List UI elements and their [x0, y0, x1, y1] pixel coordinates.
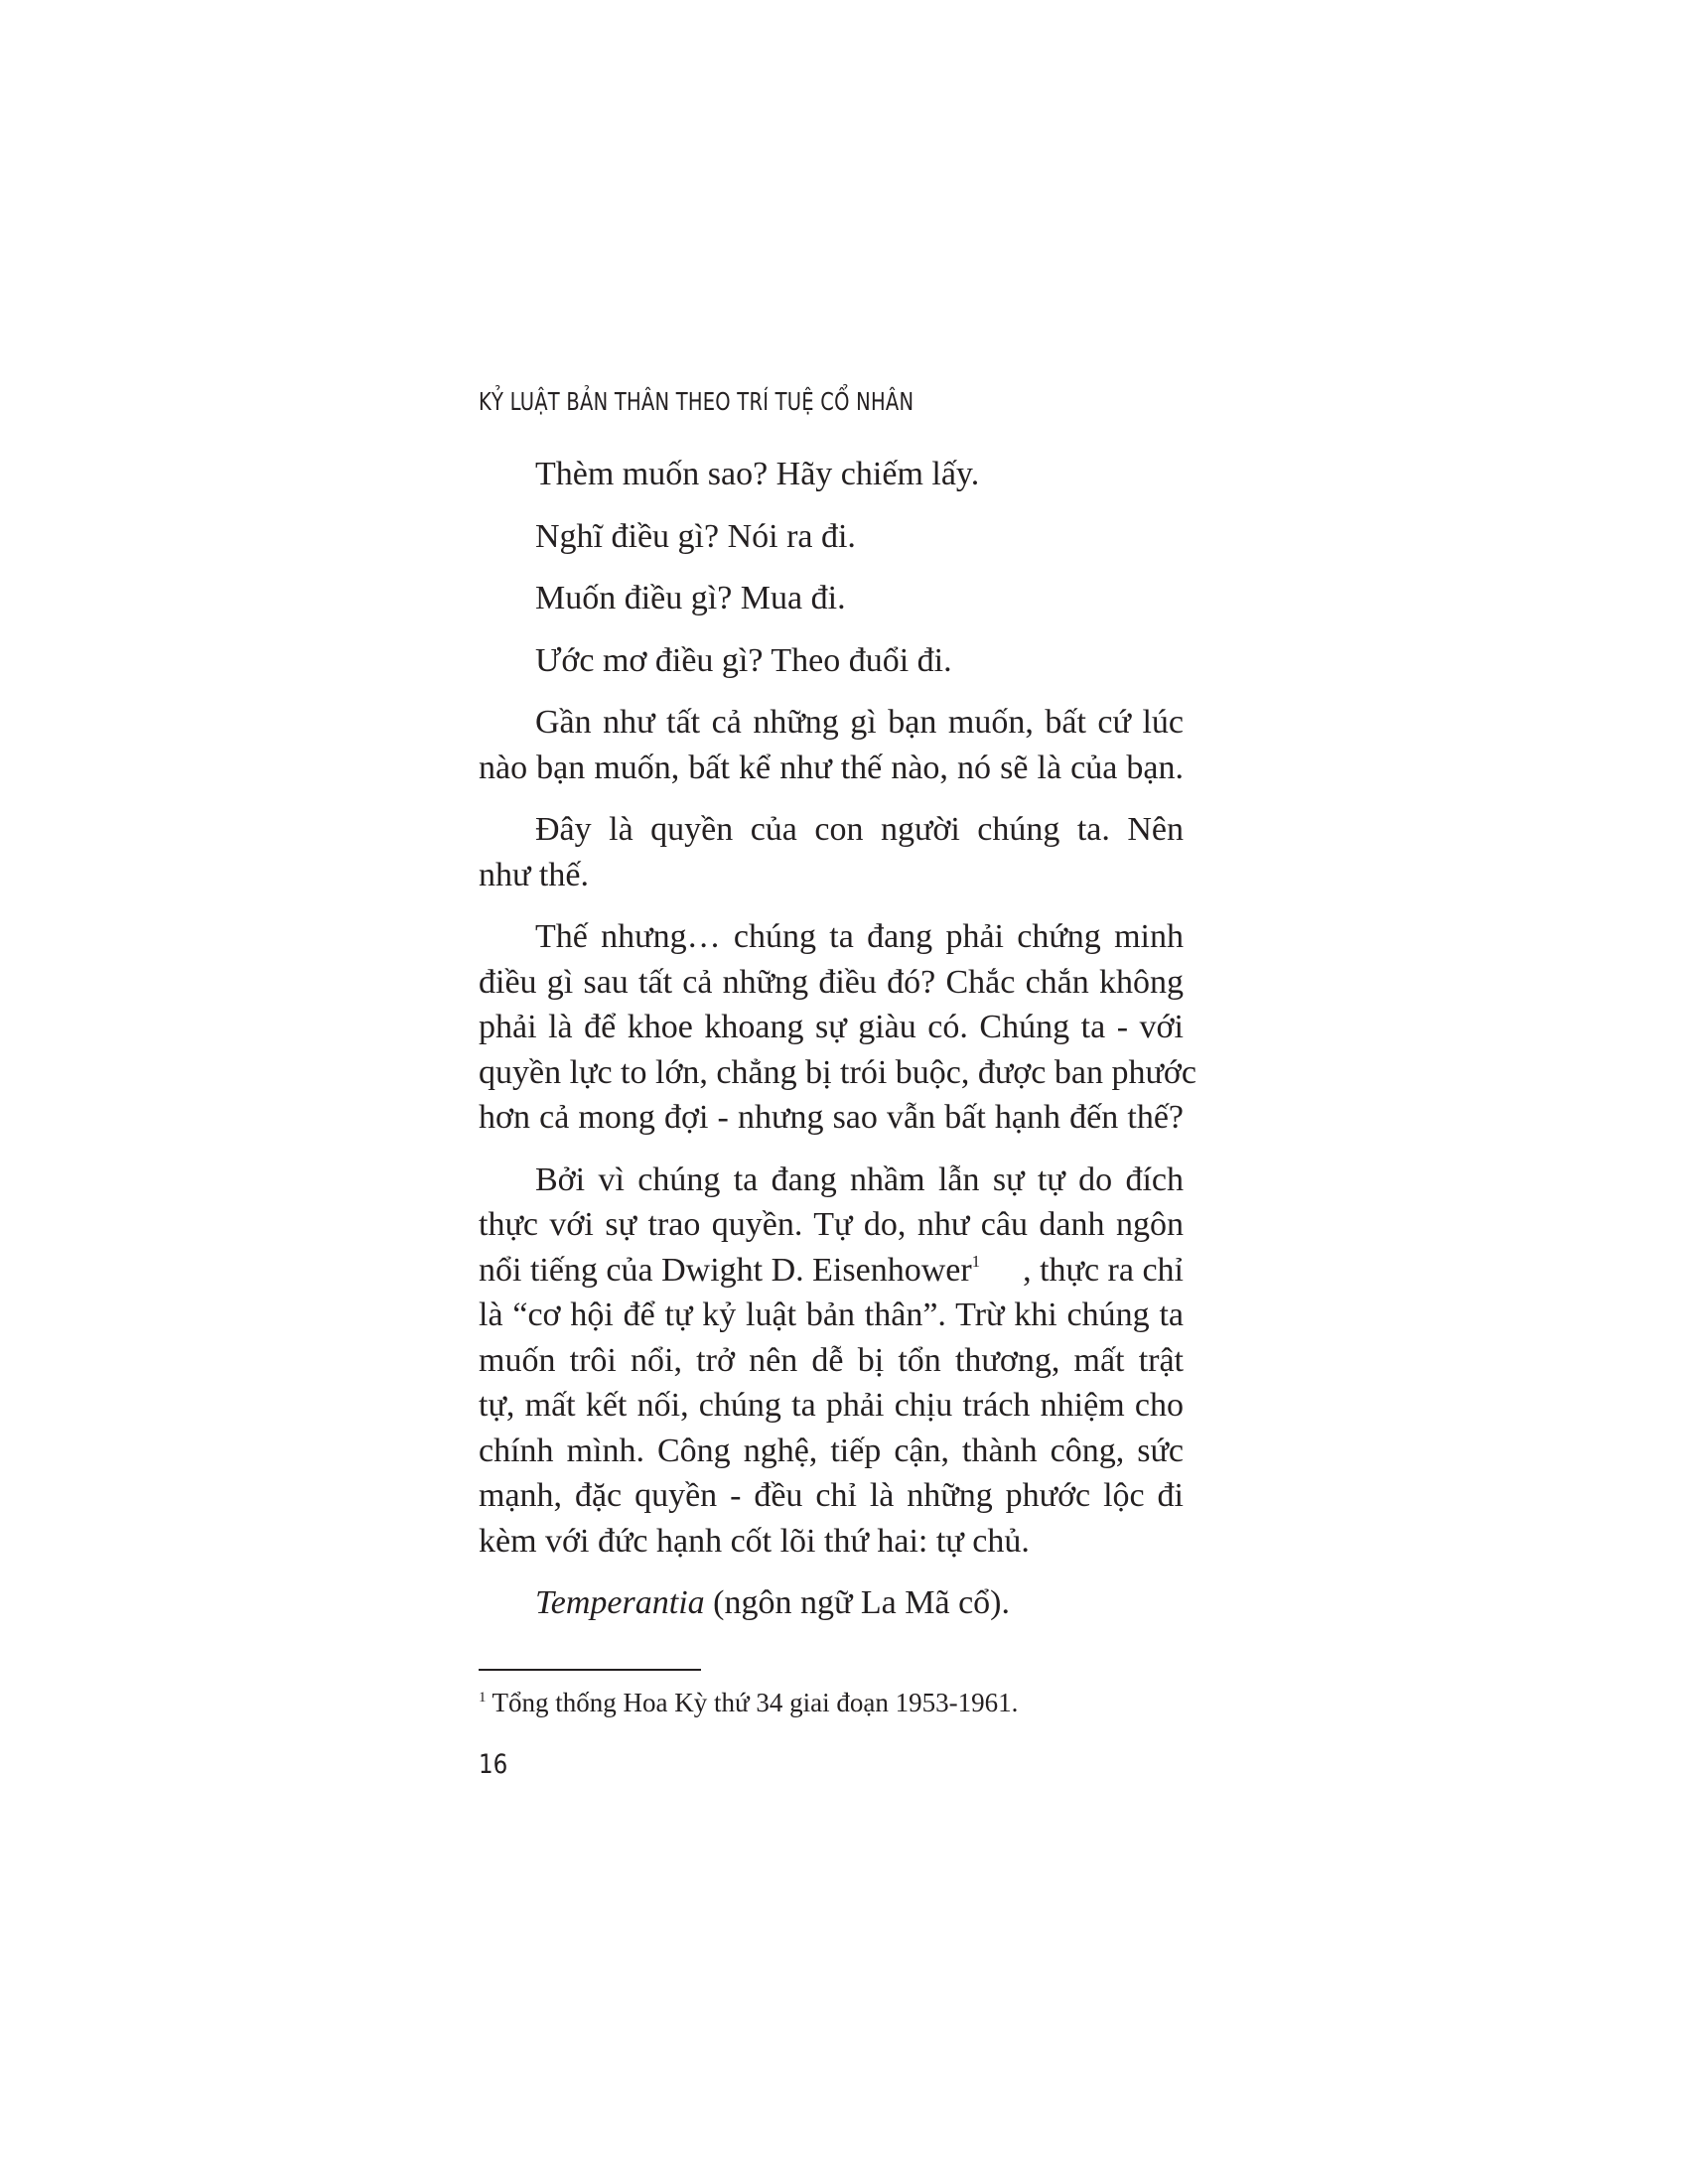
body-line: Đây là quyền của con người chúng ta. Nên [535, 811, 1184, 848]
footnote [479, 1688, 1018, 1718]
body-line: là “cơ hội để tự kỷ luật bản thân”. Trừ khi chúng ta [479, 1297, 1184, 1333]
body-line [479, 1248, 1184, 1294]
body-line: muốn trôi nổi, trở nên dễ bị tổn thương, mất trật [479, 1341, 1184, 1379]
body-line: Nghĩ điều gì? Nói ra đi. [535, 517, 856, 555]
body-line: Thèm muốn sao? Hãy chiếm lấy. [535, 456, 980, 492]
body-line: mạnh, đặc quyền - đều chỉ là những phước lộc đi [479, 1477, 1184, 1514]
body-line: Muốn điều gì? Mua đi. [535, 580, 846, 616]
body-line: điều gì sau tất cả những điều đó? Chắc chắn không [479, 963, 1184, 1001]
body-line: tự, mất kết nối, chúng ta phải chịu trách nhiệm cho [479, 1387, 1184, 1424]
body-text [479, 452, 1196, 1626]
running-header: KỶ LUẬT BẢN THÂN THEO TRÍ TUỆ CỔ NHÂN [479, 387, 914, 416]
body-line: Thế nhưng… chúng ta đang phải chứng minh [535, 918, 1184, 955]
body-line: nào bạn muốn, bất kể như thế nào, nó sẽ là của bạn. [479, 749, 1184, 786]
body-line: kèm với đức hạnh cốt lõi thứ hai: tự chủ. [479, 1522, 1030, 1560]
body-line: hơn cả mong đợi - nhưng sao vẫn bất hạnh đến thế? [479, 1099, 1184, 1136]
page-number: 16 [479, 1749, 508, 1780]
footnote-text: Tổng thống Hoa Kỳ thứ 34 giai đoạn 1953-1961. [492, 1688, 1019, 1717]
body-line: Bởi vì chúng ta đang nhầm lẫn sự tự do đích [535, 1160, 1184, 1198]
body-line: Gần như tất cả những gì bạn muốn, bất cứ lúc [535, 704, 1184, 741]
body-line: như thế. [479, 856, 589, 893]
term-gloss: (ngôn ngữ La Mã cổ). [704, 1584, 1011, 1621]
body-line: phải là để khoe khoang sự giàu có. Chúng ta - với [479, 1009, 1184, 1045]
footnote-marker: 1 [479, 1690, 487, 1706]
body-line-left: nổi tiếng của Dwight D. Eisenhower$^1$ [479, 1251, 981, 1289]
body-line: chính mình. Công nghệ, tiếp cận, thành công, sức [479, 1432, 1184, 1469]
body-line: Ước mơ điều gì? Theo đuổi đi. [535, 641, 952, 679]
body-line-right: , thực ra chỉ [1023, 1251, 1184, 1289]
body-line: thực với sự trao quyền. Tự do, như câu danh ngôn [479, 1206, 1184, 1243]
italic-term: Temperantia [535, 1584, 705, 1621]
body-line [479, 1580, 1184, 1626]
body-line: quyền lực to lớn, chẳng bị trói buộc, được ban phước [479, 1053, 1196, 1091]
footnote-reference[interactable]: 1 [971, 1251, 981, 1271]
footnote-divider [479, 1669, 701, 1671]
